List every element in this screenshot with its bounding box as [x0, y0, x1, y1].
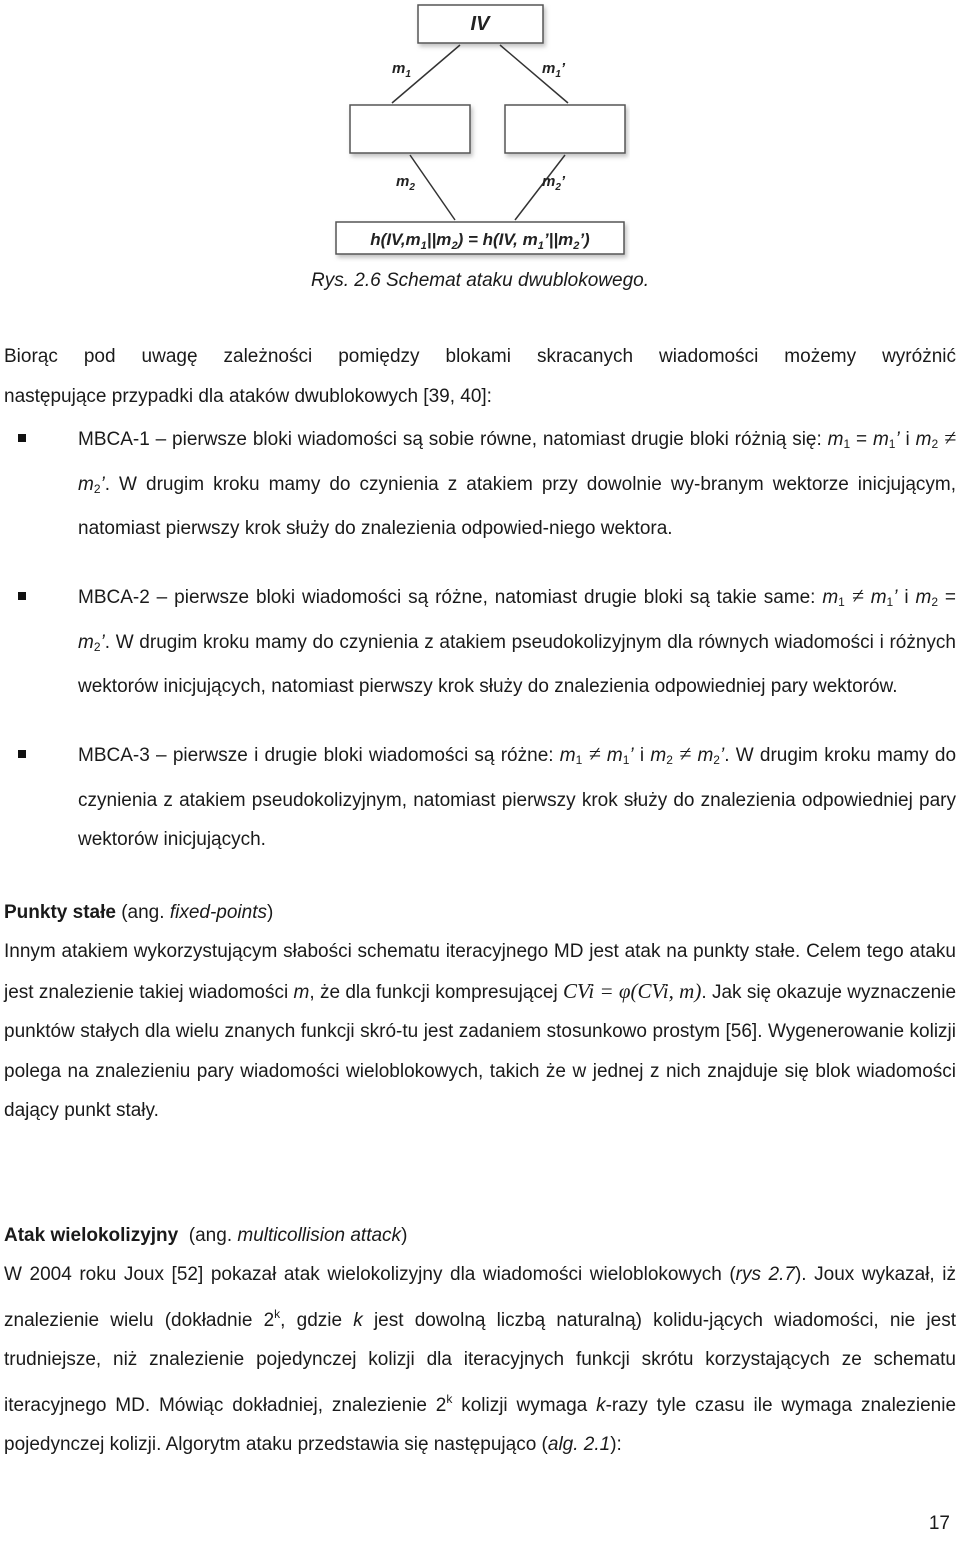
bullet-dash: –: [149, 429, 173, 450]
var-m: m: [827, 429, 844, 450]
paragraph-text: Innym atakiem wykorzystującym słabości schematu iteracyjnego MD jest atak na punkty stałe. Celem tego ataku jest znalezienie takiej wiadomości: [4, 941, 956, 1003]
heading-note: ): [266, 902, 274, 923]
heading-note: (ang.: [115, 902, 170, 923]
paragraph-text: kolizji wymaga: [461, 1394, 588, 1416]
subscript: 1: [843, 437, 851, 451]
relation: ≠: [851, 583, 864, 608]
bullet-label: MBCA-3: [78, 745, 150, 766]
intro-line-1: Biorąc pod uwagę zależności pomiędzy blokami skracanych wiadomości możemy wyróżnić: [4, 346, 956, 367]
paragraph-text: ):: [610, 1434, 622, 1455]
subscript: 2: [931, 437, 939, 451]
var-k: k: [596, 1394, 606, 1416]
paragraph-text: . Jak się okazuje wyznaczenie punktów stałych dla wielu znanych funkcji skró-tu jest zadaniem stosunkowo prostym [56]. Wygenerowanie kolizji polega na znalezieniu pary wiadomości wieloblokowych, takich że w jednej z nich znajduje się blok wiadomości dający punkt stały.: [4, 981, 957, 1121]
subscript: 2: [93, 481, 101, 496]
bullet-marker: [18, 592, 26, 600]
var-m: m: [697, 745, 714, 766]
var-k: k: [353, 1309, 363, 1331]
bullet-mbca-2: [78, 576, 956, 707]
figure-reference: rys 2.7: [735, 1264, 795, 1285]
paragraph-text: -razy tyle czasu ile wymaga znalezienie pojedynczej kolizji. Algorytm ataku przedstawia się następująco (: [4, 1394, 957, 1455]
superscript: k: [446, 1391, 453, 1406]
subscript: 2: [713, 753, 720, 767]
section-heading-multicollision: [4, 1225, 407, 1247]
iv-label: IV: [470, 13, 490, 35]
subscript: 1: [886, 595, 894, 609]
subscript: 2: [93, 639, 101, 654]
relation: ≠: [588, 741, 601, 766]
label-m1-prime: $m_1$’: [542, 60, 566, 80]
var-m: m: [78, 631, 94, 653]
conjunction: i: [904, 587, 909, 608]
bullet-marker: [18, 434, 26, 442]
var-m: m: [78, 473, 94, 495]
var-m: m: [915, 429, 932, 450]
relation: ≠: [943, 425, 957, 450]
relation: ≠: [679, 741, 692, 766]
heading-note: (ang.: [178, 1225, 238, 1246]
superscript: k: [274, 1306, 281, 1321]
paragraph-text: Joux wykazał, iż znalezienie wielu (dokładnie 2: [4, 1264, 956, 1331]
hash-equation: $h(IV,m_1||m_2) = h(IV$, $m_1’||m_2$’): [370, 230, 590, 252]
heading-note-term: multicollision attack: [237, 1225, 402, 1246]
prime: ’: [100, 473, 105, 495]
bullet-rest: . W drugim kroku mamy do czynienia z atakiem pseudokolizyjnym dla równych wiadomości i różnych wektorów inicjujących, natomiast pierwszy krok służy do znalezienia odpowiedniej pary wektorów.: [78, 631, 956, 697]
var-m: m: [606, 745, 623, 766]
heading-note-term: fixed-points: [169, 902, 267, 923]
var-m: m: [915, 587, 932, 608]
bullet-label: MBCA-2: [78, 587, 150, 608]
section-heading-fixed-points: [4, 902, 273, 924]
var-m: m: [870, 587, 887, 608]
intro-line-2: następujące przypadki dla ataków dwublokowych [39, 40]:: [4, 385, 492, 407]
bullet-rest: . W drugim kroku mamy do czynienia z atakiem przy dowolnie wy-branym wektorze inicjującym, natomiast pierwszy krok służy do znalezienia odpowied-niego wektora.: [78, 473, 956, 539]
conjunction: i: [905, 429, 910, 450]
conjunction: i: [639, 745, 645, 766]
fixed-point-formula: CVi = φ(CVi, m): [563, 978, 702, 1003]
bullet-mbca-1: [78, 418, 956, 549]
label-m1: $m_1$: [392, 60, 411, 80]
paragraph-text: , że dla funkcji kompresującej: [309, 981, 558, 1003]
bullet-mbca-3: [78, 734, 956, 860]
bullet-label: MBCA-1: [78, 429, 150, 450]
var-m: m: [650, 745, 667, 766]
paragraph-text: ).: [794, 1264, 807, 1285]
subscript: 1: [575, 753, 583, 767]
heading-text: Punkty stałe: [4, 902, 116, 923]
page-number: 17: [928, 1513, 950, 1534]
intro-paragraph: [4, 337, 956, 416]
bullet-marker: [18, 750, 26, 758]
paragraph-text: , gdzie: [280, 1309, 343, 1331]
subscript: 2: [931, 595, 938, 609]
prime: ’: [629, 745, 634, 766]
block-right-1: [505, 105, 625, 153]
heading-text: Atak wielokolizyjny: [4, 1225, 179, 1246]
label-m2-prime: $m_2$’: [542, 173, 566, 193]
bullet-dash: –: [149, 587, 175, 608]
block-left-1: [350, 105, 470, 153]
fixed-points-paragraph: [4, 932, 956, 1131]
prime: ’: [895, 429, 900, 450]
subscript: 1: [838, 595, 845, 609]
algorithm-reference: alg. 2.1: [547, 1434, 611, 1455]
figure-caption: Rys. 2.6 Schemat ataku dwublokowego.: [311, 270, 649, 291]
paragraph-text: W 2004 roku Joux [52] pokazał atak wielokolizyjny dla wiadomości wieloblokowych (: [4, 1264, 736, 1285]
multicollision-paragraph: [4, 1255, 956, 1465]
bullet-lead: pierwsze bloki wiadomości są różne, natomiast drugie bloki są takie same:: [174, 587, 816, 608]
arrow-left-2: [410, 155, 455, 220]
two-block-attack-diagram: [330, 0, 630, 262]
relation: =: [855, 429, 868, 450]
var-m: m: [559, 745, 576, 766]
prime: ’: [100, 631, 105, 653]
prime: ’: [719, 745, 725, 766]
paragraph-text: jest dowolną liczbą naturalną) kolidu-jących wiadomości, nie jest trudniejsze, niż znalezienie pojedynczej kolizji dla iteracyjnych funkcji skrótu korzystających ze schematu iteracyjnego MD. Mówiąc dokładniej, znalezienie 2: [4, 1309, 957, 1416]
label-m2: $m_2$: [396, 173, 415, 193]
relation: =: [944, 587, 956, 608]
bullet-lead: pierwsze i drugie bloki wiadomości są różne:: [172, 745, 554, 766]
bullet-rest: . W drugim kroku mamy do czynienia z atakiem pseudokolizyjnym, natomiast pierwszy krok służy do znalezienia odpowiedniej pary wektorów inicjujących.: [78, 745, 957, 850]
var-m: m: [872, 429, 889, 450]
heading-note: ): [401, 1225, 408, 1246]
var-m: m: [293, 981, 310, 1003]
var-m: m: [822, 587, 839, 608]
subscript: 1: [888, 437, 896, 451]
subscript: 2: [666, 753, 673, 767]
bullet-lead: pierwsze bloki wiadomości są sobie równe, natomiast drugie bloki różnią się:: [172, 429, 822, 450]
bullet-dash: –: [149, 745, 173, 766]
prime: ’: [893, 587, 898, 608]
subscript: 1: [622, 753, 630, 767]
